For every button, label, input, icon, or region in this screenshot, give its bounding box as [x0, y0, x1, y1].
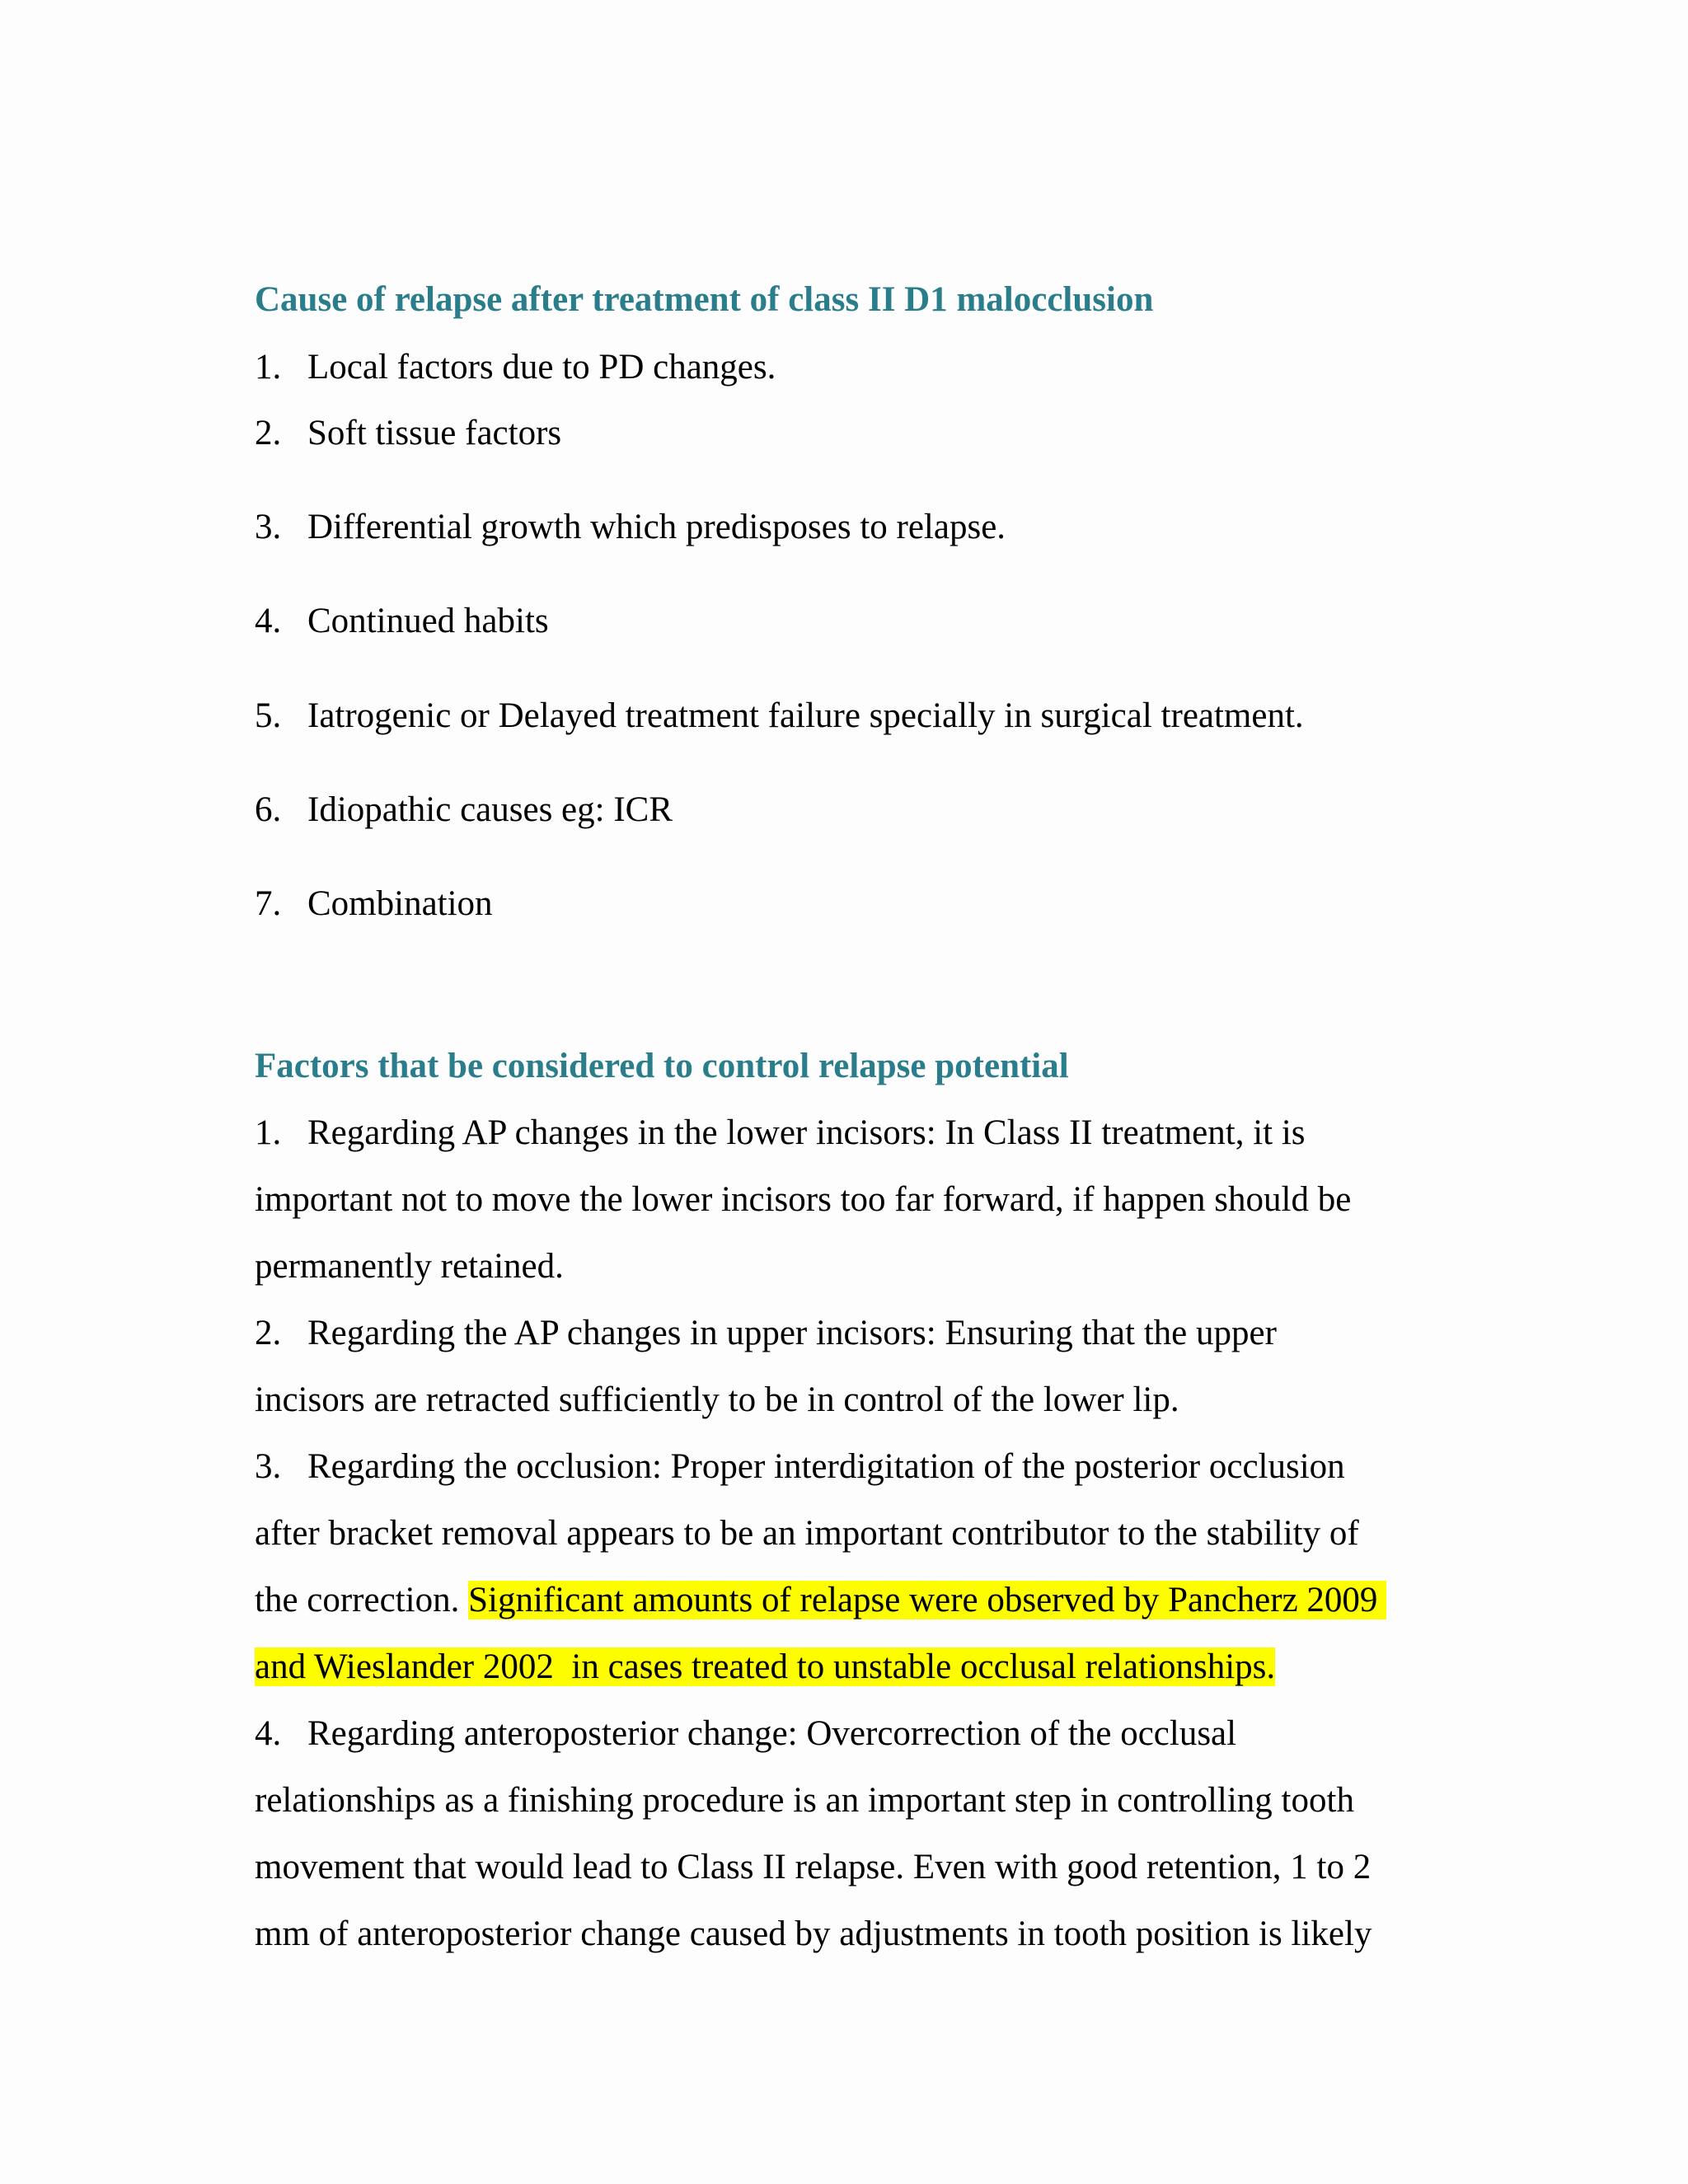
highlighted-text: and Wieslander 2002 in cases treated to unstable occlusal relationships.: [255, 1647, 1276, 1686]
paragraph-line: mm of anteroposterior change caused by adjustments in tooth position is likely: [255, 1915, 1372, 1953]
paragraph-line: [255, 1633, 1491, 1700]
section-heading-relapse-control: Factors that be considered to control relapse potential: [255, 1047, 1069, 1085]
paragraph-line: [255, 1300, 1491, 1366]
list-item: [255, 506, 1006, 549]
paragraph-text: Regarding the occlusion: Proper interdigitation of the posterior occlusion: [307, 1447, 1345, 1486]
list-item-number: 2.: [255, 1314, 282, 1352]
list-item-number: 4.: [255, 1714, 282, 1753]
list-item-number: 2.: [255, 414, 282, 452]
list-item-number: 4.: [255, 602, 282, 640]
paragraph-line: relationships as a finishing procedure is an important step in controlling tooth: [255, 1781, 1354, 1820]
paragraph-line: incisors are retracted sufficiently to be in control of the lower lip.: [255, 1380, 1179, 1419]
list-item-text: Continued habits: [307, 602, 549, 640]
paragraph-line: [255, 1700, 1491, 1767]
list-item-number: 7.: [255, 884, 282, 923]
paragraph-line: permanently retained.: [255, 1247, 564, 1286]
list-item-text: Combination: [307, 884, 493, 923]
paragraph-line: [255, 1567, 1491, 1633]
list-item-number: 1.: [255, 348, 282, 387]
paragraph-text: Regarding anteroposterior change: Overcorrection of the occlusal: [307, 1714, 1237, 1753]
section-heading-relapse-causes: Cause of relapse after treatment of class II D1 malocclusion: [255, 280, 1154, 319]
list-item-number: 5.: [255, 696, 282, 735]
list-item-number: 3.: [255, 508, 282, 546]
relapse-control-paragraph: [255, 1099, 1491, 1967]
list-item: [255, 600, 549, 643]
highlighted-text: Significant amounts of relapse were observed by Pancherz 2009: [468, 1581, 1387, 1619]
paragraph-line: [255, 1099, 1491, 1166]
list-item-text: Differential growth which predisposes to relapse.: [307, 508, 1006, 546]
paragraph-text: the correction.: [255, 1581, 469, 1619]
list-item: [255, 695, 1304, 738]
list-item-number: 6.: [255, 790, 282, 829]
list-item-text: Soft tissue factors: [307, 414, 562, 452]
list-item: [255, 883, 493, 926]
list-item: [255, 412, 561, 455]
list-item-text: Local factors due to PD changes.: [307, 348, 776, 387]
list-item-text: Iatrogenic or Delayed treatment failure specially in surgical treatment.: [307, 696, 1304, 735]
list-item-number: 1.: [255, 1113, 282, 1152]
paragraph-line: important not to move the lower incisors too far forward, if happen should be: [255, 1180, 1352, 1219]
list-item-text: Idiopathic causes eg: ICR: [307, 790, 673, 829]
list-item: [255, 346, 776, 389]
list-item: [255, 789, 673, 832]
list-item-number: 3.: [255, 1447, 282, 1486]
paragraph-text: Regarding the AP changes in upper incisors: Ensuring that the upper: [307, 1314, 1277, 1352]
paragraph-line: [255, 1433, 1491, 1500]
paragraph-line: movement that would lead to Class II relapse. Even with good retention, 1 to 2: [255, 1848, 1372, 1886]
paragraph-text: Regarding AP changes in the lower incisors: In Class II treatment, it is: [307, 1113, 1306, 1152]
paragraph-line: after bracket removal appears to be an important contributor to the stability of: [255, 1514, 1359, 1553]
